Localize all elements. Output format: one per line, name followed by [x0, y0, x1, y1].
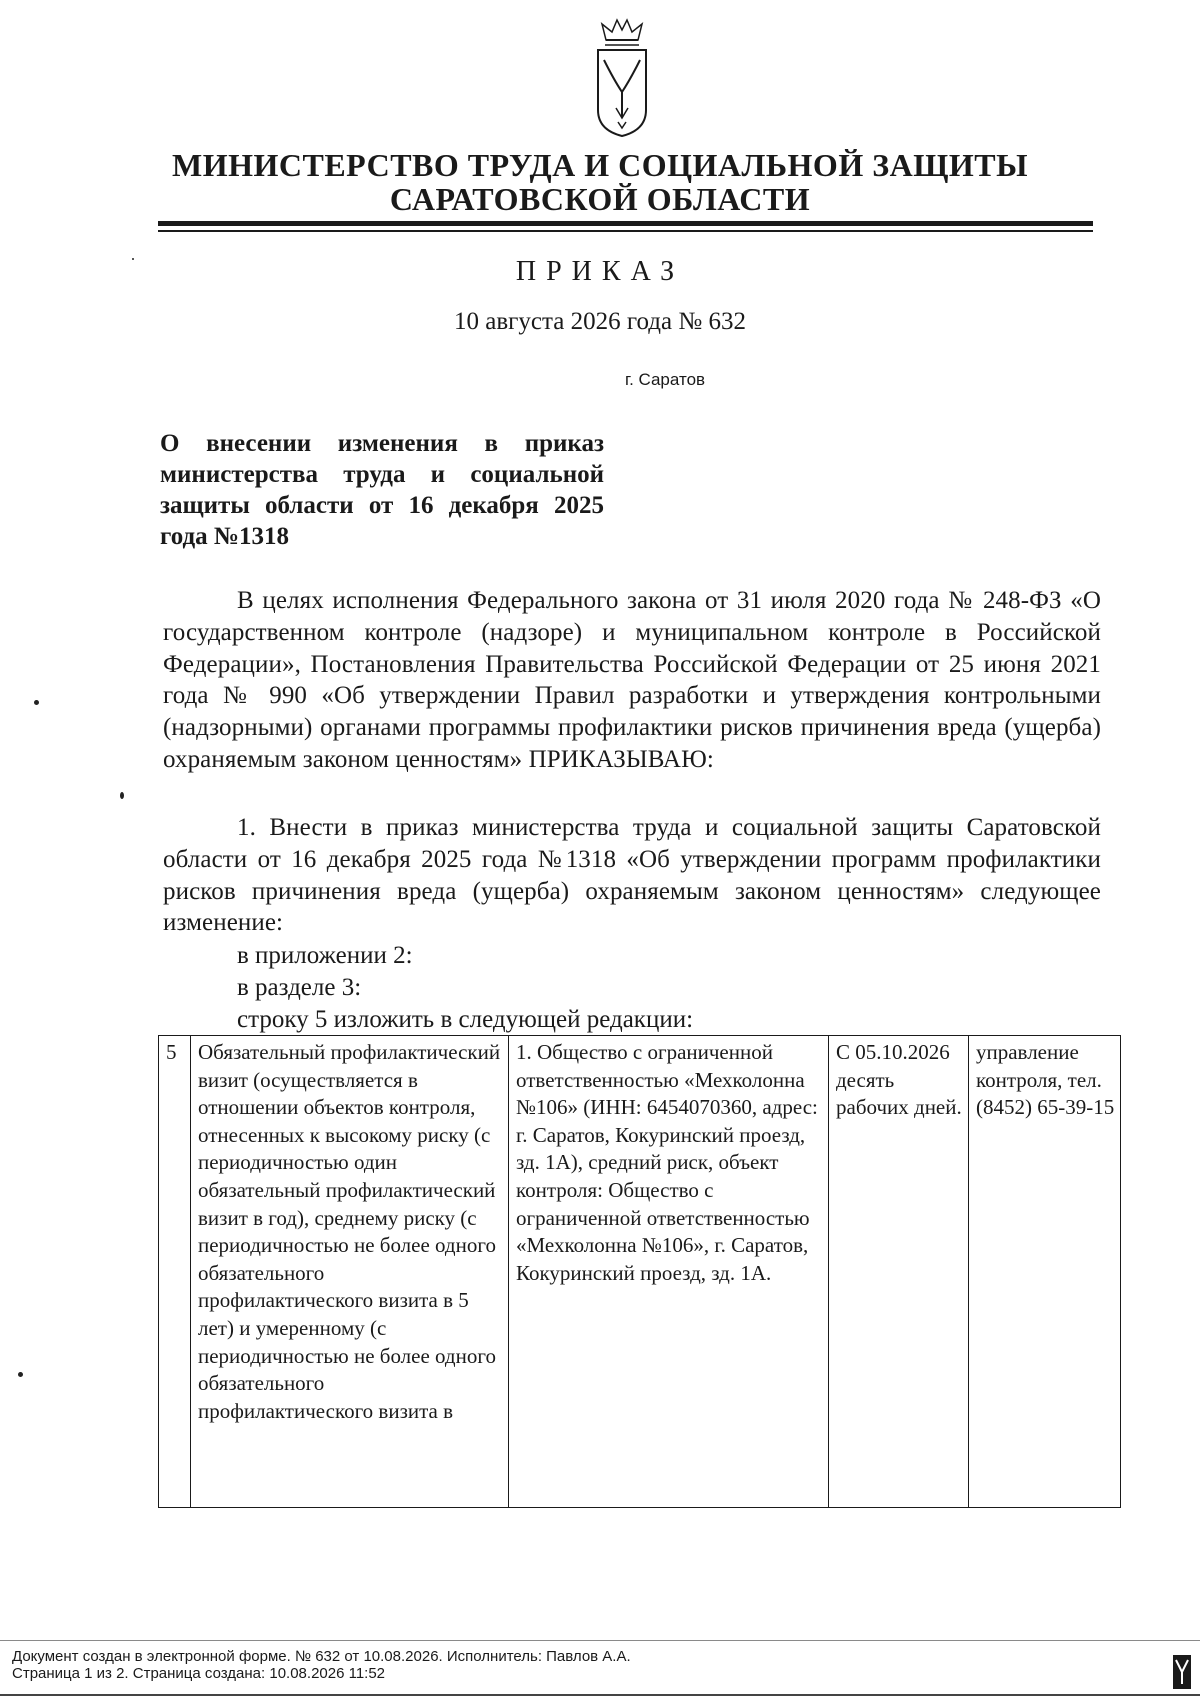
footer-coat-of-arms-icon	[1172, 1654, 1192, 1690]
clause-1-text: 1. Внести в приказ министерства труда и социальной защиты Саратовской области от 16 декабря 2025 года №1318 «Об утверждении программ профилактики рисков причинения вреда (ущерба) охраняемым законом ценностям» следующее изменение:	[163, 814, 1101, 937]
electronic-document-footer	[12, 1648, 631, 1682]
header-divider-thick	[158, 221, 1093, 226]
order-date-number: 10 августа 2026 года № 632	[454, 308, 746, 335]
coat-of-arms-icon	[592, 18, 652, 138]
scan-speck	[132, 258, 134, 260]
clause-1-paragraph	[163, 812, 1101, 939]
order-city: г. Саратов	[624, 370, 706, 389]
order-subject: О внесении изменения в приказ министерства труда и социальной защиты области от 16 декабря 2025 года №1318	[160, 430, 604, 550]
footer-divider	[0, 1640, 1200, 1641]
scan-speck	[120, 792, 124, 799]
scan-speck	[18, 1372, 23, 1377]
term-cell: С 05.10.2026 десять рабочих дней.	[829, 1036, 969, 1508]
preamble-text: В целях исполнения Федерального закона от 31 июля 2020 года № 248-ФЗ «О государственном контроле (надзоре) и муниципальном контроле в Российской Федерации», Постановления Правительства Российской Федерации от 25 июня 2021 года № 990 «Об утверждении Правил разработки и утверждения контрольными (надзорными) органами программы профилактики рисков причинения вреда (ущерба) охраняемым законом ценностям» ПРИКАЗЫВАЮ:	[163, 587, 1101, 773]
row-number-cell: 5	[159, 1036, 191, 1508]
amended-row-table	[158, 1035, 1121, 1508]
row-instruction-line: строку 5 изложить в следующей редакции:	[237, 1006, 694, 1033]
control-subject-cell: 1. Общество с ограниченной ответственностью «Мехколонна №106» (ИНН: 6454070360, адрес: г. Саратов, Кокуринский проезд, зд. 1А), средний риск, объект контроля: Общество с ограниченной ответственностью «Мехколонна №106», г. Саратов, Кокуринский проезд, зд. 1А.	[509, 1036, 829, 1508]
footer-bottom-rule	[0, 1694, 1200, 1696]
header-divider-thin	[158, 230, 1093, 232]
ministry-name-line1: МИНИСТЕРСТВО ТРУДА И СОЦИАЛЬНОЙ ЗАЩИТЫ	[171, 147, 1028, 183]
ministry-name-line2: САРАТОВСКОЙ ОБЛАСТИ	[389, 181, 811, 217]
table-row	[159, 1036, 1121, 1508]
footer-line2: Страница 1 из 2. Страница создана: 10.08.2026 11:52	[12, 1665, 386, 1682]
section-line: в разделе 3:	[237, 974, 362, 1001]
document-title: ПРИКАЗ	[515, 256, 685, 287]
footer-line1: Документ создан в электронной форме. № 632 от 10.08.2026. Исполнитель: Павлов А.А.	[12, 1648, 631, 1665]
measure-cell: Обязательный профилактический визит (осуществляется в отношении объектов контроля, отнесенных к высокому риску (с периодичностью один обязательный профилактический визит в год), среднему риску (с периодичностью не более одного обязательного профилактического визита в 5 лет) и умеренному (с периодичностью не более одного обязательного профилактического визита в	[191, 1036, 509, 1508]
appendix-line: в приложении 2:	[237, 942, 413, 969]
responsible-cell: управление контроля, тел. (8452) 65-39-15	[969, 1036, 1121, 1508]
scan-speck	[34, 700, 39, 705]
preamble-paragraph	[163, 585, 1101, 776]
